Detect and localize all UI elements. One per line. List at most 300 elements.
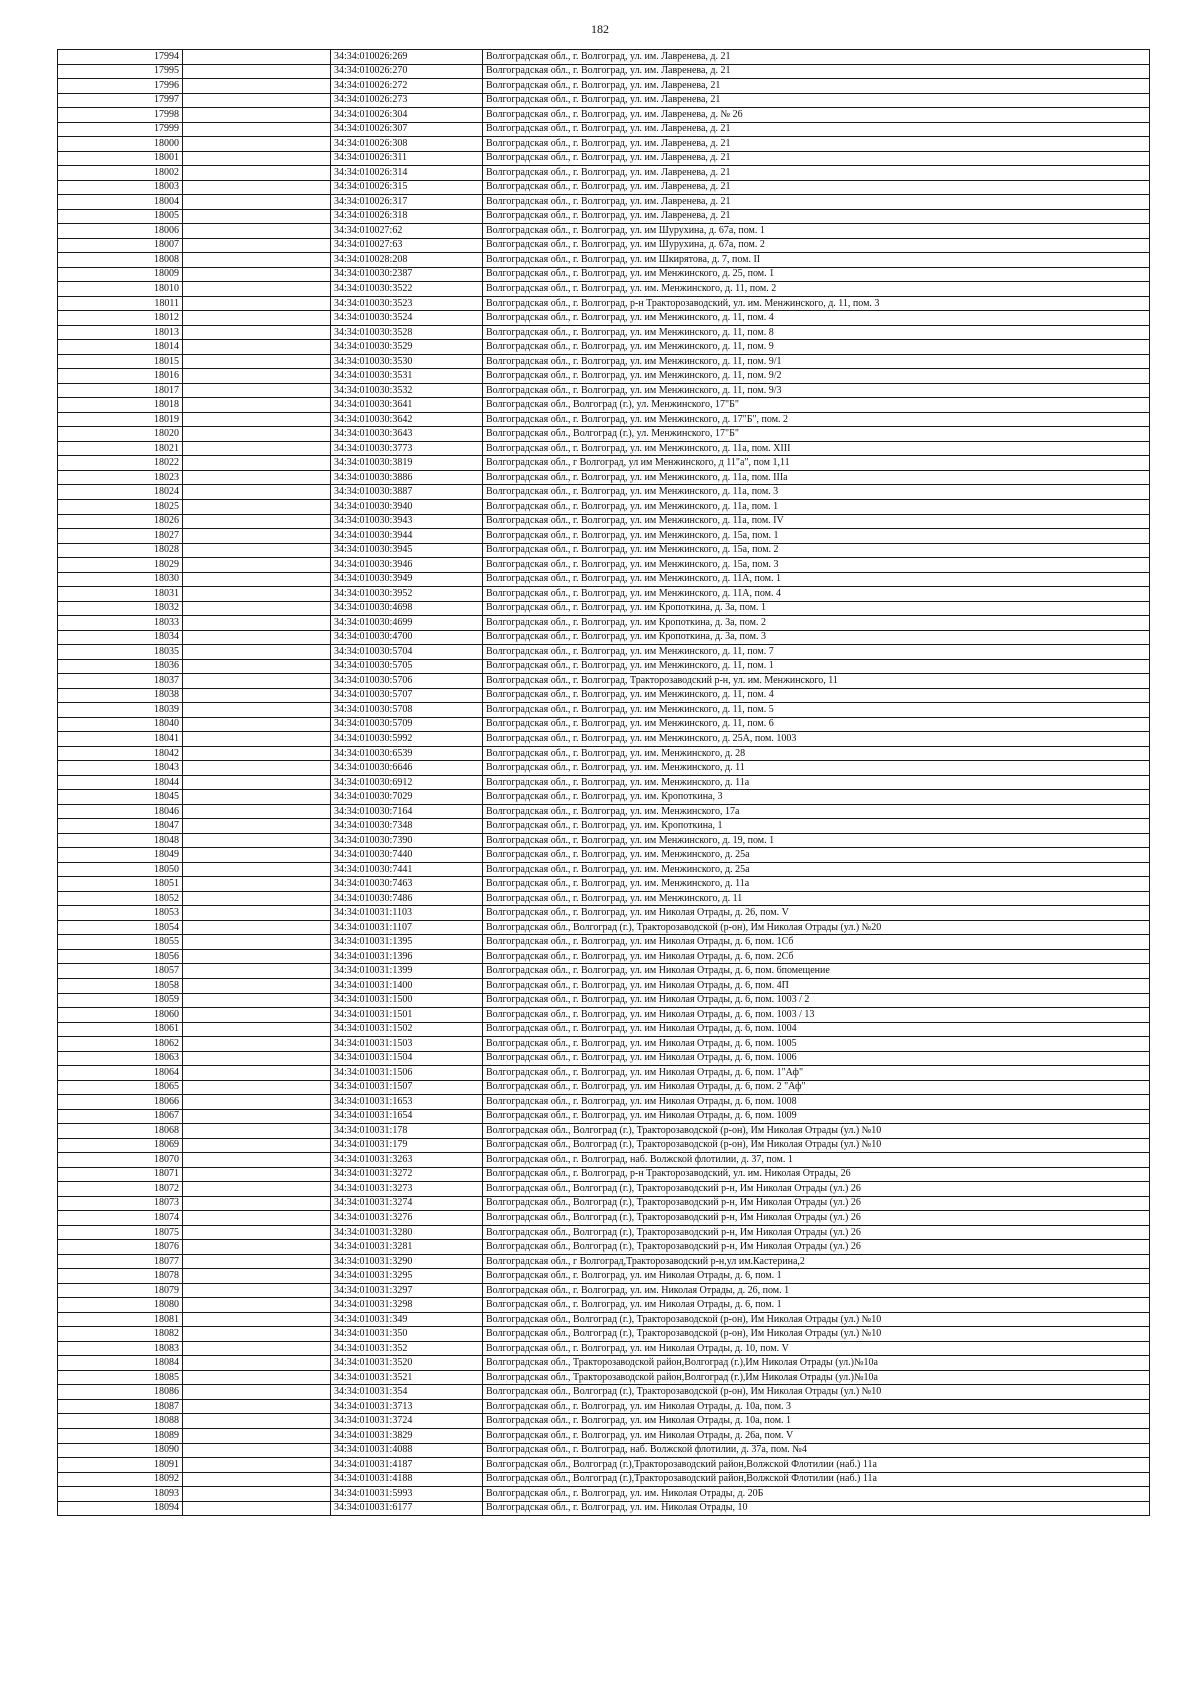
row-number-cell: 18004 <box>58 195 183 210</box>
cadastral-number-cell: 34:34:010031:1395 <box>331 935 483 950</box>
row-number-cell: 18012 <box>58 311 183 326</box>
cadastral-number-cell: 34:34:010031:3280 <box>331 1225 483 1240</box>
row-number-cell: 18071 <box>58 1167 183 1182</box>
empty-cell <box>183 906 331 921</box>
empty-cell <box>183 369 331 384</box>
cadastral-number-cell: 34:34:010031:3713 <box>331 1399 483 1414</box>
address-cell: Волгоградская обл., г. Волгоград, ул. им Менжинского, д. 11, пом. 9/3 <box>483 383 1150 398</box>
empty-cell <box>183 732 331 747</box>
table-row <box>58 601 1150 616</box>
row-number-cell: 18079 <box>58 1283 183 1298</box>
address-cell: Волгоградская обл., г. Волгоград, ул. им Менжинского, д. 11А, пом. 4 <box>483 587 1150 602</box>
row-number-cell: 18042 <box>58 746 183 761</box>
table-row <box>58 1196 1150 1211</box>
cadastral-number-cell: 34:34:010031:6177 <box>331 1501 483 1516</box>
cadastral-number-cell: 34:34:010031:4088 <box>331 1443 483 1458</box>
row-number-cell: 18035 <box>58 645 183 660</box>
empty-cell <box>183 1472 331 1487</box>
cadastral-number-cell: 34:34:010030:7441 <box>331 862 483 877</box>
table-row <box>58 282 1150 297</box>
address-cell: Волгоградская обл., г Волгоград, ул им Менжинского, д 11"а", пом 1,11 <box>483 456 1150 471</box>
table-row <box>58 470 1150 485</box>
empty-cell <box>183 1124 331 1139</box>
cadastral-number-cell: 34:34:010030:7164 <box>331 804 483 819</box>
address-cell: Волгоградская обл., г. Волгоград, ул. им. Николая Отрады, 10 <box>483 1501 1150 1516</box>
cadastral-number-cell: 34:34:010031:3295 <box>331 1269 483 1284</box>
empty-cell <box>183 340 331 355</box>
empty-cell <box>183 558 331 573</box>
table-row <box>58 529 1150 544</box>
table-row <box>58 1240 1150 1255</box>
table-row <box>58 1066 1150 1081</box>
address-cell: Волгоградская обл., г. Волгоград, ул. им Шурухина, д. 67а, пом. 2 <box>483 238 1150 253</box>
empty-cell <box>183 775 331 790</box>
address-cell: Волгоградская обл., г. Волгоград, ул. им. Менжинского, 17а <box>483 804 1150 819</box>
cadastral-number-cell: 34:34:010031:4187 <box>331 1458 483 1473</box>
address-cell: Волгоградская обл., г. Волгоград, ул. им Менжинского, д. 11а, пом. IV <box>483 514 1150 529</box>
address-cell: Волгоградская обл., г. Волгоград, ул. им. Николая Отрады, д. 26, пом. 1 <box>483 1283 1150 1298</box>
row-number-cell: 18058 <box>58 979 183 994</box>
table-row <box>58 1109 1150 1124</box>
table-row <box>58 1153 1150 1168</box>
address-cell: Волгоградская обл., г. Волгоград, ул. им Николая Отрады, д. 26, пом. V <box>483 906 1150 921</box>
cadastral-number-cell: 34:34:010031:3263 <box>331 1153 483 1168</box>
empty-cell <box>183 1138 331 1153</box>
cadastral-number-cell: 34:34:010031:1103 <box>331 906 483 921</box>
row-number-cell: 18002 <box>58 166 183 181</box>
row-number-cell: 18044 <box>58 775 183 790</box>
cadastral-number-cell: 34:34:010026:307 <box>331 122 483 137</box>
table-row <box>58 935 1150 950</box>
row-number-cell: 18005 <box>58 209 183 224</box>
table-row <box>58 224 1150 239</box>
row-number-cell: 18049 <box>58 848 183 863</box>
address-cell: Волгоградская обл., г. Волгоград, ул. им. Менжинского, д. 25а <box>483 848 1150 863</box>
empty-cell <box>183 1269 331 1284</box>
cadastral-number-cell: 34:34:010030:6539 <box>331 746 483 761</box>
cadastral-number-cell: 34:34:010030:7463 <box>331 877 483 892</box>
cadastral-number-cell: 34:34:010030:5992 <box>331 732 483 747</box>
table-row <box>58 267 1150 282</box>
empty-cell <box>183 485 331 500</box>
table-row <box>58 238 1150 253</box>
row-number-cell: 18054 <box>58 920 183 935</box>
cadastral-number-cell: 34:34:010030:3940 <box>331 499 483 514</box>
row-number-cell: 18041 <box>58 732 183 747</box>
table-row <box>58 1225 1150 1240</box>
address-cell: Волгоградская обл., г. Волгоград, ул. им Менжинского, д. 11, пом. 5 <box>483 703 1150 718</box>
empty-cell <box>183 877 331 892</box>
empty-cell <box>183 964 331 979</box>
table-row <box>58 1051 1150 1066</box>
address-cell: Волгоградская обл., г. Волгоград, ул. им Николая Отрады, д. 10а, пом. 1 <box>483 1414 1150 1429</box>
empty-cell <box>183 456 331 471</box>
cadastral-number-cell: 34:34:010030:3952 <box>331 587 483 602</box>
empty-cell <box>183 1066 331 1081</box>
empty-cell <box>183 1458 331 1473</box>
row-number-cell: 18078 <box>58 1269 183 1284</box>
page-number: 182 <box>591 22 609 36</box>
empty-cell <box>183 674 331 689</box>
table-row <box>58 485 1150 500</box>
cadastral-number-cell: 34:34:010031:350 <box>331 1327 483 1342</box>
empty-cell <box>183 848 331 863</box>
empty-cell <box>183 1487 331 1502</box>
empty-cell <box>183 499 331 514</box>
empty-cell <box>183 64 331 79</box>
cadastral-number-cell: 34:34:010030:3949 <box>331 572 483 587</box>
empty-cell <box>183 398 331 413</box>
table-row <box>58 1414 1150 1429</box>
address-cell: Волгоградская обл., г. Волгоград, ул. им Николая Отрады, д. 6, пом. 1003 / 13 <box>483 1008 1150 1023</box>
row-number-cell: 18089 <box>58 1428 183 1443</box>
empty-cell <box>183 993 331 1008</box>
table-row <box>58 993 1150 1008</box>
empty-cell <box>183 1341 331 1356</box>
cadastral-number-cell: 34:34:010030:3528 <box>331 325 483 340</box>
table-row <box>58 761 1150 776</box>
table-row <box>58 587 1150 602</box>
cadastral-number-cell: 34:34:010031:3272 <box>331 1167 483 1182</box>
cadastral-number-cell: 34:34:010031:3281 <box>331 1240 483 1255</box>
address-cell: Волгоградская обл., Волгоград (г.), Тракторозаводской (р-он), Им Николая Отрады (ул.) №10 <box>483 1327 1150 1342</box>
cadastral-number-cell: 34:34:010031:4188 <box>331 1472 483 1487</box>
cadastral-number-cell: 34:34:010031:1396 <box>331 949 483 964</box>
cadastral-number-cell: 34:34:010031:3276 <box>331 1211 483 1226</box>
table-row <box>58 848 1150 863</box>
address-cell: Волгоградская обл., Волгоград (г.), Тракторозаводской (р-он), Им Николая Отрады (ул.) №10 <box>483 1312 1150 1327</box>
address-cell: Волгоградская обл., г. Волгоград, ул. им Николая Отрады, д. 6, пом. 4П <box>483 979 1150 994</box>
empty-cell <box>183 325 331 340</box>
empty-cell <box>183 224 331 239</box>
cadastral-number-cell: 34:34:010031:3290 <box>331 1254 483 1269</box>
cadastral-number-cell: 34:34:010030:7029 <box>331 790 483 805</box>
address-cell: Волгоградская обл., г. Волгоград, ул. им. Лавренева, 21 <box>483 79 1150 94</box>
empty-cell <box>183 1356 331 1371</box>
address-cell: Волгоградская обл., г. Волгоград, ул. им Менжинского, д. 15а, пом. 2 <box>483 543 1150 558</box>
row-number-cell: 18069 <box>58 1138 183 1153</box>
cadastral-number-cell: 34:34:010030:5706 <box>331 674 483 689</box>
row-number-cell: 18034 <box>58 630 183 645</box>
table-row <box>58 790 1150 805</box>
row-number-cell: 18032 <box>58 601 183 616</box>
cadastral-number-cell: 34:34:010030:4699 <box>331 616 483 631</box>
table-row <box>58 674 1150 689</box>
address-cell: Волгоградская обл., Волгоград (г.), Тракторозаводский р-н, Им Николая Отрады (ул.) 26 <box>483 1196 1150 1211</box>
empty-cell <box>183 441 331 456</box>
table-row <box>58 412 1150 427</box>
address-cell: Волгоградская обл., г. Волгоград, ул. им Николая Отрады, д. 6, пом. 6помещение <box>483 964 1150 979</box>
address-cell: Волгоградская обл., г. Волгоград, ул. им Николая Отрады, д. 6, пом. 1006 <box>483 1051 1150 1066</box>
cadastral-number-cell: 34:34:010030:3886 <box>331 470 483 485</box>
row-number-cell: 17996 <box>58 79 183 94</box>
cadastral-number-cell: 34:34:010027:63 <box>331 238 483 253</box>
row-number-cell: 18043 <box>58 761 183 776</box>
cadastral-number-cell: 34:34:010031:178 <box>331 1124 483 1139</box>
address-cell: Волгоградская обл., г. Волгоград, ул. им Николая Отрады, д. 6, пом. 1"Аф" <box>483 1066 1150 1081</box>
cadastral-number-cell: 34:34:010031:5993 <box>331 1487 483 1502</box>
cadastral-number-cell: 34:34:010030:5707 <box>331 688 483 703</box>
cadastral-number-cell: 34:34:010031:1502 <box>331 1022 483 1037</box>
address-cell: Волгоградская обл., г. Волгоград, ул. им Шкирятова, д. 7, пом. II <box>483 253 1150 268</box>
address-cell: Волгоградская обл., г. Волгоград, ул. им. Лавренева, д. 21 <box>483 166 1150 181</box>
table-row <box>58 122 1150 137</box>
cadastral-number-cell: 34:34:010030:5705 <box>331 659 483 674</box>
table-row <box>58 804 1150 819</box>
table-row <box>58 383 1150 398</box>
empty-cell <box>183 1501 331 1516</box>
cadastral-number-cell: 34:34:010030:6912 <box>331 775 483 790</box>
table-row <box>58 862 1150 877</box>
row-number-cell: 18027 <box>58 529 183 544</box>
empty-cell <box>183 137 331 152</box>
cadastral-number-cell: 34:34:010026:317 <box>331 195 483 210</box>
cadastral-number-cell: 34:34:010031:1400 <box>331 979 483 994</box>
address-cell: Волгоградская обл., г. Волгоград, ул. им Николая Отрады, д. 6, пом. 1005 <box>483 1037 1150 1052</box>
empty-cell <box>183 746 331 761</box>
row-number-cell: 18009 <box>58 267 183 282</box>
row-number-cell: 18053 <box>58 906 183 921</box>
row-number-cell: 17999 <box>58 122 183 137</box>
cadastral-number-cell: 34:34:010030:3943 <box>331 514 483 529</box>
address-cell: Волгоградская обл., Тракторозаводской район,Волгоград (г.),Им Николая Отрады (ул.)№10а <box>483 1370 1150 1385</box>
empty-cell <box>183 1240 331 1255</box>
cadastral-number-cell: 34:34:010030:4698 <box>331 601 483 616</box>
row-number-cell: 18075 <box>58 1225 183 1240</box>
address-cell: Волгоградская обл., г. Волгоград, ул. им Менжинского, д. 11а, пом. XIII <box>483 441 1150 456</box>
empty-cell <box>183 470 331 485</box>
row-number-cell: 17994 <box>58 50 183 65</box>
row-number-cell: 18052 <box>58 891 183 906</box>
cadastral-number-cell: 34:34:010030:4700 <box>331 630 483 645</box>
row-number-cell: 18033 <box>58 616 183 631</box>
address-cell: Волгоградская обл., Волгоград (г.), ул. Менжинского, 17"Б" <box>483 398 1150 413</box>
cadastral-number-cell: 34:34:010030:3945 <box>331 543 483 558</box>
table-row <box>58 543 1150 558</box>
empty-cell <box>183 166 331 181</box>
row-number-cell: 18015 <box>58 354 183 369</box>
row-number-cell: 18022 <box>58 456 183 471</box>
empty-cell <box>183 1225 331 1240</box>
table-row <box>58 1458 1150 1473</box>
address-cell: Волгоградская обл., Волгоград (г.), Тракторозаводской (р-он), Им Николая Отрады (ул.) №10 <box>483 1124 1150 1139</box>
row-number-cell: 18017 <box>58 383 183 398</box>
address-cell: Волгоградская обл., г. Волгоград, ул. им Николая Отрады, д. 6, пом. 1009 <box>483 1109 1150 1124</box>
empty-cell <box>183 180 331 195</box>
address-cell: Волгоградская обл., г. Волгоград, ул. им Менжинского, д. 15а, пом. 1 <box>483 529 1150 544</box>
row-number-cell: 18051 <box>58 877 183 892</box>
row-number-cell: 17995 <box>58 64 183 79</box>
empty-cell <box>183 891 331 906</box>
empty-cell <box>183 1327 331 1342</box>
row-number-cell: 18067 <box>58 1109 183 1124</box>
table-row <box>58 688 1150 703</box>
cadastral-number-cell: 34:34:010031:3298 <box>331 1298 483 1313</box>
empty-cell <box>183 717 331 732</box>
cadastral-number-cell: 34:34:010031:1507 <box>331 1080 483 1095</box>
row-number-cell: 18061 <box>58 1022 183 1037</box>
address-cell: Волгоградская обл., г. Волгоград, ул. им Кропоткина, д. 3а, пом. 3 <box>483 630 1150 645</box>
address-cell: Волгоградская обл., г. Волгоград, ул. им. Лавренева, д. № 26 <box>483 108 1150 123</box>
cadastral-number-cell: 34:34:010030:3641 <box>331 398 483 413</box>
row-number-cell: 18083 <box>58 1341 183 1356</box>
address-cell: Волгоградская обл., г. Волгоград, ул. им Менжинского, д. 11, пом. 7 <box>483 645 1150 660</box>
empty-cell <box>183 253 331 268</box>
row-number-cell: 18080 <box>58 1298 183 1313</box>
empty-cell <box>183 1443 331 1458</box>
table-row <box>58 369 1150 384</box>
cadastral-number-cell: 34:34:010030:7486 <box>331 891 483 906</box>
row-number-cell: 18082 <box>58 1327 183 1342</box>
row-number-cell: 18020 <box>58 427 183 442</box>
empty-cell <box>183 529 331 544</box>
address-cell: Волгоградская обл., г. Волгоград, ул. им. Кропоткина, 1 <box>483 819 1150 834</box>
address-cell: Волгоградская обл., г. Волгоград, ул. им Менжинского, д. 11, пом. 9/2 <box>483 369 1150 384</box>
cadastral-number-cell: 34:34:010031:1107 <box>331 920 483 935</box>
table-row <box>58 1269 1150 1284</box>
empty-cell <box>183 209 331 224</box>
cadastral-number-cell: 34:34:010030:3530 <box>331 354 483 369</box>
address-cell: Волгоградская обл., г. Волгоград, ул. им. Менжинского, д. 11 <box>483 761 1150 776</box>
table-row <box>58 1022 1150 1037</box>
empty-cell <box>183 543 331 558</box>
table-row <box>58 398 1150 413</box>
cadastral-number-cell: 34:34:010031:1654 <box>331 1109 483 1124</box>
empty-cell <box>183 1022 331 1037</box>
address-cell: Волгоградская обл., г. Волгоград, ул. им Николая Отрады, д. 10, пом. V <box>483 1341 1150 1356</box>
row-number-cell: 18014 <box>58 340 183 355</box>
empty-cell <box>183 282 331 297</box>
table-row <box>58 906 1150 921</box>
row-number-cell: 18068 <box>58 1124 183 1139</box>
address-cell: Волгоградская обл., Волгоград (г.), ул. Менжинского, 17"Б" <box>483 427 1150 442</box>
table-row <box>58 180 1150 195</box>
empty-cell <box>183 1182 331 1197</box>
table-row <box>58 1124 1150 1139</box>
table-row <box>58 166 1150 181</box>
row-number-cell: 18093 <box>58 1487 183 1502</box>
cadastral-number-cell: 34:34:010030:6646 <box>331 761 483 776</box>
cadastral-number-cell: 34:34:010031:1500 <box>331 993 483 1008</box>
cadastral-number-cell: 34:34:010031:1399 <box>331 964 483 979</box>
cadastral-number-cell: 34:34:010026:269 <box>331 50 483 65</box>
row-number-cell: 18077 <box>58 1254 183 1269</box>
row-number-cell: 18018 <box>58 398 183 413</box>
row-number-cell: 18091 <box>58 1458 183 1473</box>
row-number-cell: 18040 <box>58 717 183 732</box>
row-number-cell: 18007 <box>58 238 183 253</box>
row-number-cell: 18057 <box>58 964 183 979</box>
empty-cell <box>183 572 331 587</box>
cadastral-number-cell: 34:34:010030:3944 <box>331 529 483 544</box>
cadastral-number-cell: 34:34:010030:3529 <box>331 340 483 355</box>
table-row <box>58 732 1150 747</box>
row-number-cell: 18010 <box>58 282 183 297</box>
row-number-cell: 18056 <box>58 949 183 964</box>
table-row <box>58 572 1150 587</box>
cadastral-number-cell: 34:34:010030:3532 <box>331 383 483 398</box>
empty-cell <box>183 93 331 108</box>
cadastral-number-cell: 34:34:010030:3523 <box>331 296 483 311</box>
empty-cell <box>183 688 331 703</box>
row-number-cell: 18094 <box>58 1501 183 1516</box>
empty-cell <box>183 1385 331 1400</box>
cadastral-number-cell: 34:34:010028:208 <box>331 253 483 268</box>
address-cell: Волгоградская обл., г. Волгоград, ул. им Менжинского, д. 11а, пом. 3 <box>483 485 1150 500</box>
address-cell: Волгоградская обл., Волгоград (г.), Тракторозаводский р-н, Им Николая Отрады (ул.) 26 <box>483 1211 1150 1226</box>
address-cell: Волгоградская обл., г. Волгоград, ул. им. Николая Отрады, д. 20Б <box>483 1487 1150 1502</box>
table-row <box>58 209 1150 224</box>
address-cell: Волгоградская обл., г. Волгоград, наб. Волжской флотилии, д. 37, пом. 1 <box>483 1153 1150 1168</box>
address-cell: Волгоградская обл., г. Волгоград, ул. им. Лавренева, 21 <box>483 93 1150 108</box>
row-number-cell: 18039 <box>58 703 183 718</box>
address-cell: Волгоградская обл., г. Волгоград, ул. им Менжинского, д. 11, пом. 9 <box>483 340 1150 355</box>
table-row <box>58 514 1150 529</box>
address-cell: Волгоградская обл., г. Волгоград, ул. им Менжинского, д. 25, пом. 1 <box>483 267 1150 282</box>
cadastral-number-cell: 34:34:010030:3524 <box>331 311 483 326</box>
cadastral-number-cell: 34:34:010030:3946 <box>331 558 483 573</box>
address-cell: Волгоградская обл., г. Волгоград, наб. Волжской флотилии, д. 37а, пом. №4 <box>483 1443 1150 1458</box>
address-cell: Волгоградская обл., Волгоград (г.), Тракторозаводский р-н, Им Николая Отрады (ул.) 26 <box>483 1240 1150 1255</box>
address-cell: Волгоградская обл., г. Волгоград, ул. им Менжинского, д. 11 <box>483 891 1150 906</box>
address-cell: Волгоградская обл., Волгоград (г.), Тракторозаводской (р-он), Им Николая Отрады (ул.) №10 <box>483 1138 1150 1153</box>
row-number-cell: 17997 <box>58 93 183 108</box>
cadastral-number-cell: 34:34:010030:3887 <box>331 485 483 500</box>
row-number-cell: 18025 <box>58 499 183 514</box>
cadastral-number-cell: 34:34:010026:272 <box>331 79 483 94</box>
empty-cell <box>183 587 331 602</box>
row-number-cell: 18008 <box>58 253 183 268</box>
address-cell: Волгоградская обл., г. Волгоград, ул. им Менжинского, д. 15а, пом. 3 <box>483 558 1150 573</box>
table-row <box>58 717 1150 732</box>
cadastral-number-cell: 34:34:010030:7390 <box>331 833 483 848</box>
cadastral-number-cell: 34:34:010030:3642 <box>331 412 483 427</box>
address-cell: Волгоградская обл., г. Волгоград, ул. им Николая Отрады, д. 6, пом. 2Сб <box>483 949 1150 964</box>
table-row <box>58 1443 1150 1458</box>
table-row <box>58 93 1150 108</box>
address-cell: Волгоградская обл., г. Волгоград, ул. им Менжинского, д. 19, пом. 1 <box>483 833 1150 848</box>
cadastral-number-cell: 34:34:010031:3829 <box>331 1428 483 1443</box>
empty-cell <box>183 1153 331 1168</box>
row-number-cell: 18045 <box>58 790 183 805</box>
table-row <box>58 1167 1150 1182</box>
table-row <box>58 891 1150 906</box>
address-cell: Волгоградская обл., г. Волгоград, ул. им. Лавренева, д. 21 <box>483 180 1150 195</box>
address-cell: Волгоградская обл., Волгоград (г.), Тракторозаводский р-н, Им Николая Отрады (ул.) 26 <box>483 1225 1150 1240</box>
row-number-cell: 18070 <box>58 1153 183 1168</box>
empty-cell <box>183 833 331 848</box>
cadastral-number-cell: 34:34:010026:270 <box>331 64 483 79</box>
table-row <box>58 703 1150 718</box>
row-number-cell: 18021 <box>58 441 183 456</box>
address-cell: Волгоградская обл., Волгоград (г.),Тракторозаводский район,Волжской Флотилии (наб.) 11а <box>483 1458 1150 1473</box>
address-cell: Волгоградская обл., г. Волгоград, ул. им Менжинского, д. 11, пом. 1 <box>483 659 1150 674</box>
table-row <box>58 1385 1150 1400</box>
cadastral-number-cell: 34:34:010031:1506 <box>331 1066 483 1081</box>
cadastral-number-cell: 34:34:010030:7348 <box>331 819 483 834</box>
table-row <box>58 340 1150 355</box>
row-number-cell: 18085 <box>58 1370 183 1385</box>
address-cell: Волгоградская обл., Тракторозаводской район,Волгоград (г.),Им Николая Отрады (ул.)№10а <box>483 1356 1150 1371</box>
address-cell: Волгоградская обл., г. Волгоград, ул. им Менжинского, д. 25А, пом. 1003 <box>483 732 1150 747</box>
table-row <box>58 1327 1150 1342</box>
cadastral-number-cell: 34:34:010031:349 <box>331 1312 483 1327</box>
address-cell: Волгоградская обл., Волгоград (г.),Тракторозаводский район,Волжской Флотилии (наб.) 11а <box>483 1472 1150 1487</box>
empty-cell <box>183 1196 331 1211</box>
address-cell: Волгоградская обл., г. Волгоград, ул. им Николая Отрады, д. 6, пом. 1 <box>483 1269 1150 1284</box>
table-row <box>58 920 1150 935</box>
address-cell: Волгоградская обл., г. Волгоград, ул. им. Менжинского, д. 11а <box>483 877 1150 892</box>
